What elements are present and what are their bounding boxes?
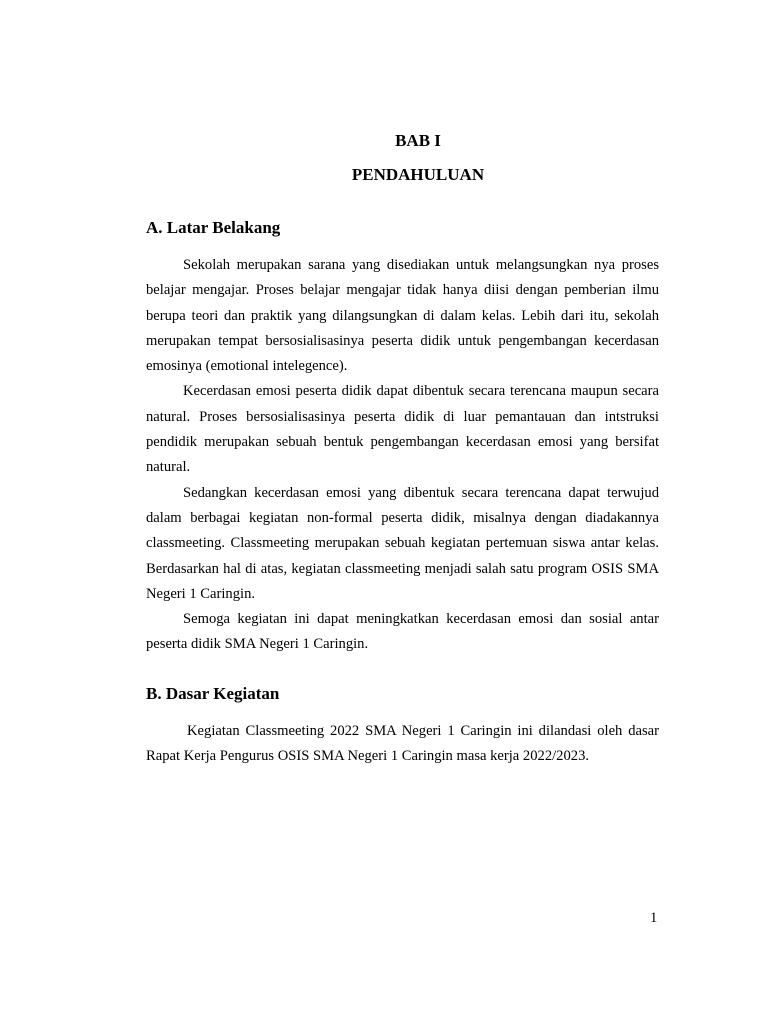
paragraph: Sekolah merupakan sarana yang disediakan untuk melangsungkan nya proses belajar mengajar. Proses belajar mengajar tidak hanya diisi dengan pemberian ilmu berupa teori dan praktik yang dilangsungkan di dalam kelas. Lebih dari itu, sekolah merupakan tempat bersosialisasinya peserta didik untuk pengembangan kecerdasan emosinya (emotional intelegence). [146, 257, 659, 375]
paragraph: Kecerdasan emosi peserta didik dapat dibentuk secara terencana maupun secara natural. Proses bersosialisasinya peserta didik di luar pemantauan dan intstruksi pendidik merupakan sebuah bentuk pengembangan kecerdasan emosi yang bersifat natural. [146, 383, 659, 476]
paragraph: Sedangkan kecerdasan emosi yang dibentuk secara terencana dapat terwujud dalam berbagai kegiatan non-formal peserta didik, misalnya dengan diadakannya classmeeting. Classmeeting merupakan sebuah kegiatan pertemuan siswa antar kelas. Berdasarkan hal di atas, kegiatan classmeeting menjadi salah satu program OSIS SMA Negeri 1 Caringin. [146, 484, 659, 602]
paragraph: Kegiatan Classmeeting 2022 SMA Negeri 1 Caringin ini dilandasi oleh dasar Rapat Kerja Pengurus OSIS SMA Negeri 1 Caringin masa kerja 2022/2023. [146, 723, 659, 765]
section-body-dasar-kegiatan [146, 719, 659, 770]
page-number: 1 [650, 910, 658, 926]
paragraph: Semoga kegiatan ini dapat meningkatkan kecerdasan emosi dan sosial antar peserta didik SMA Negeri 1 Caringin. [146, 611, 659, 653]
section-body-latar-belakang [146, 253, 659, 658]
section-heading-latar-belakang: A. Latar Belakang [146, 218, 281, 237]
section-heading-dasar-kegiatan: B. Dasar Kegiatan [146, 684, 280, 703]
chapter-title: PENDAHULUAN [351, 165, 485, 184]
chapter-number: BAB I [395, 131, 441, 150]
